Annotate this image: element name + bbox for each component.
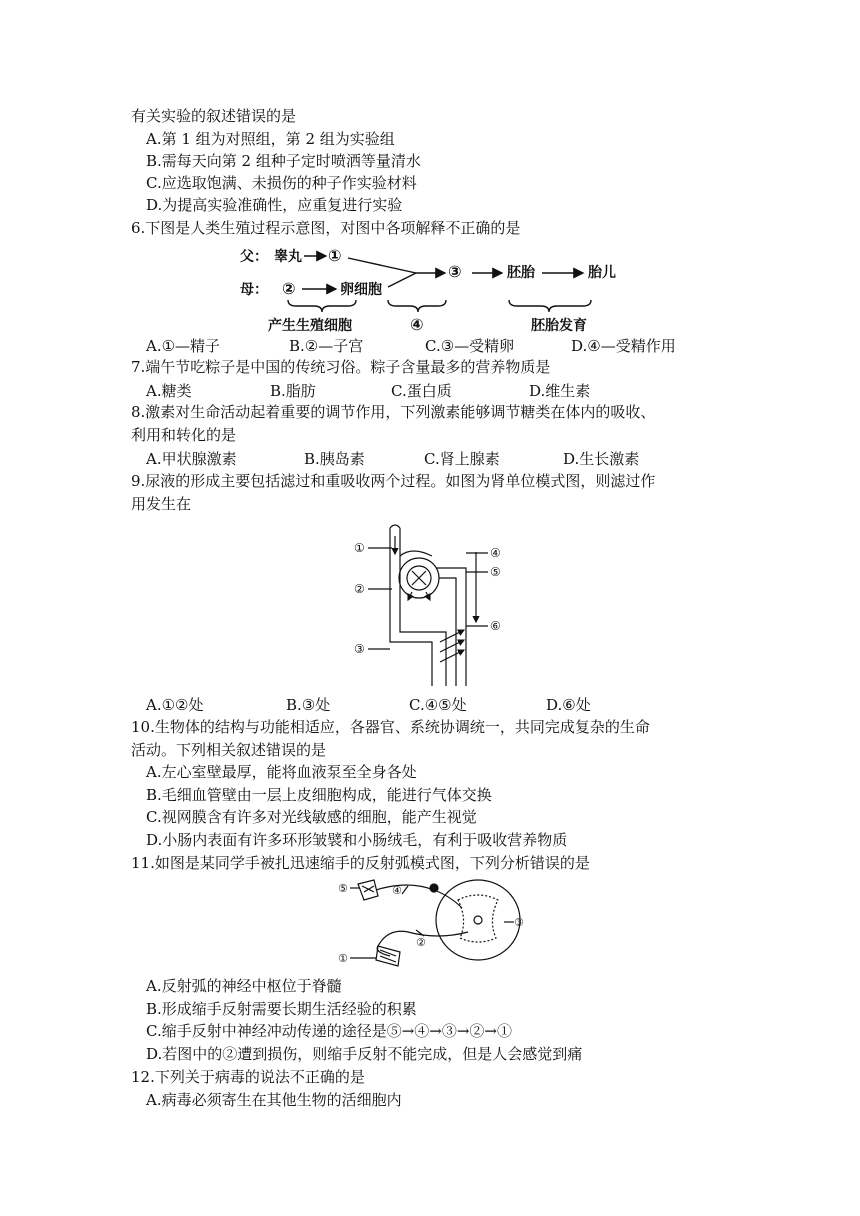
nephron-num1: ① <box>354 541 365 555</box>
nephron-num4: ④ <box>490 546 501 560</box>
fetus-label: 胎儿 <box>588 265 616 281</box>
reproduction-diagram <box>230 242 630 334</box>
q12-stem: 12.下列关于病毒的说法不正确的是 <box>131 1068 365 1086</box>
q6-option-c: C.③—受精卵 <box>425 337 515 355</box>
nephron-num3: ③ <box>354 642 365 656</box>
num2-label: ② <box>282 279 296 298</box>
nephron-diagram <box>352 522 512 692</box>
q10-option-a: A.左心室壁最厚，能将血液泵至全身各处 <box>146 763 417 781</box>
q8-stem-1: 8.激素对生命活动起着重要的调节作用，下列激素能够调节糖类在体内的吸收、 <box>131 403 656 421</box>
q7-stem: 7.端午节吃粽子是中国的传统习俗。粽子含量最多的营养物质是 <box>131 358 551 376</box>
option-d: D.为提高实验准确性，应重复进行实验 <box>146 196 403 214</box>
reflex-num4: ④ <box>392 884 402 897</box>
testis-label: 睾丸 <box>274 249 302 265</box>
mother-label: 母： <box>240 282 268 298</box>
q9-option-b: B.③处 <box>286 696 331 714</box>
reflex-num3: ③ <box>514 916 524 929</box>
q8-options <box>0 448 860 468</box>
q10-option-d: D.小肠内表面有许多环形皱襞和小肠绒毛，有利于吸收营养物质 <box>146 831 568 849</box>
option-a: A.第 1 组为对照组，第 2 组为实验组 <box>146 130 395 148</box>
q9-option-a: A.①②处 <box>146 696 204 714</box>
q10-stem-2: 活动。下列相关叙述错误的是 <box>131 741 327 759</box>
q6-options <box>0 335 860 355</box>
q6-option-d: D.④—受精作用 <box>571 337 676 355</box>
reflex-num2: ② <box>416 936 426 949</box>
q7-options <box>0 380 860 400</box>
q7-option-b: B.脂肪 <box>270 382 316 400</box>
q10-option-b: B.毛细血管壁由一层上皮细胞构成，能进行气体交换 <box>146 786 492 804</box>
q12-option-a: A.病毒必须寄生在其他生物的活细胞内 <box>146 1091 402 1109</box>
embryo-label: 胚胎 <box>507 265 535 281</box>
brace-label-1: 产生生殖细胞 <box>268 318 352 334</box>
q9-stem-2: 用发生在 <box>131 495 192 513</box>
q6-stem: 6.下图是人类生殖过程示意图，对图中各项解释不正确的是 <box>131 219 521 237</box>
reflex-num5: ⑤ <box>338 882 348 895</box>
option-b: B.需每天向第 2 组种子定时喷洒等量清水 <box>146 152 421 170</box>
q10-option-c: C.视网膜含有许多对光线敏感的细胞，能产生视觉 <box>146 808 477 826</box>
q11-option-b: B.形成缩手反射需要长期生活经验的积累 <box>146 1000 417 1018</box>
q11-stem: 11.如图是某同学手被扎迅速缩手的反射弧模式图，下列分析错误的是 <box>131 854 590 872</box>
q9-options <box>0 694 860 714</box>
q8-option-b: B.胰岛素 <box>304 450 365 468</box>
egg-label: 卵细胞 <box>340 282 382 298</box>
q9-option-d: D.⑥处 <box>546 696 591 714</box>
q11-option-c: C.缩手反射中神经冲动传递的途径是⑤→④→③→②→① <box>146 1022 512 1040</box>
reflex-num1: ① <box>338 952 348 965</box>
nephron-num5: ⑤ <box>490 565 501 579</box>
reflex-arc-diagram <box>338 876 528 972</box>
q9-stem-1: 9.尿液的形成主要包括滤过和重吸收两个过程。如图为肾单位模式图，则滤过作 <box>131 472 656 490</box>
q6-option-b: B.②—子宫 <box>289 337 364 355</box>
q7-option-a: A.糖类 <box>146 382 192 400</box>
q11-option-d: D.若图中的②遭到损伤，则缩手反射不能完成，但是人会感觉到痛 <box>146 1045 583 1063</box>
q11-option-a: A.反射弧的神经中枢位于脊髓 <box>146 977 342 995</box>
q8-option-a: A.甲状腺激素 <box>146 450 237 468</box>
num3-label: ③ <box>448 262 462 281</box>
option-c: C.应选取饱满、未损伤的种子作实验材料 <box>146 174 417 192</box>
q7-option-c: C.蛋白质 <box>391 382 452 400</box>
q6-option-a: A.①—精子 <box>146 337 221 355</box>
q8-option-c: C.肾上腺素 <box>424 450 500 468</box>
brace-label-2: ④ <box>410 315 424 334</box>
nephron-num6: ⑥ <box>490 619 501 633</box>
num1-label: ① <box>328 246 342 265</box>
q10-stem-1: 10.生物体的结构与功能相适应，各器官、系统协调统一，共同完成复杂的生命 <box>131 718 650 736</box>
q8-stem-2: 利用和转化的是 <box>131 426 237 444</box>
father-label: 父： <box>240 249 268 265</box>
q7-option-d: D.维生素 <box>529 382 591 400</box>
question-stem: 有关实验的叙述错误的是 <box>131 107 297 125</box>
q9-option-c: C.④⑤处 <box>409 696 467 714</box>
nephron-num2: ② <box>354 582 365 596</box>
brace-label-3: 胚胎发育 <box>531 318 587 334</box>
q8-option-d: D.生长激素 <box>563 450 640 468</box>
